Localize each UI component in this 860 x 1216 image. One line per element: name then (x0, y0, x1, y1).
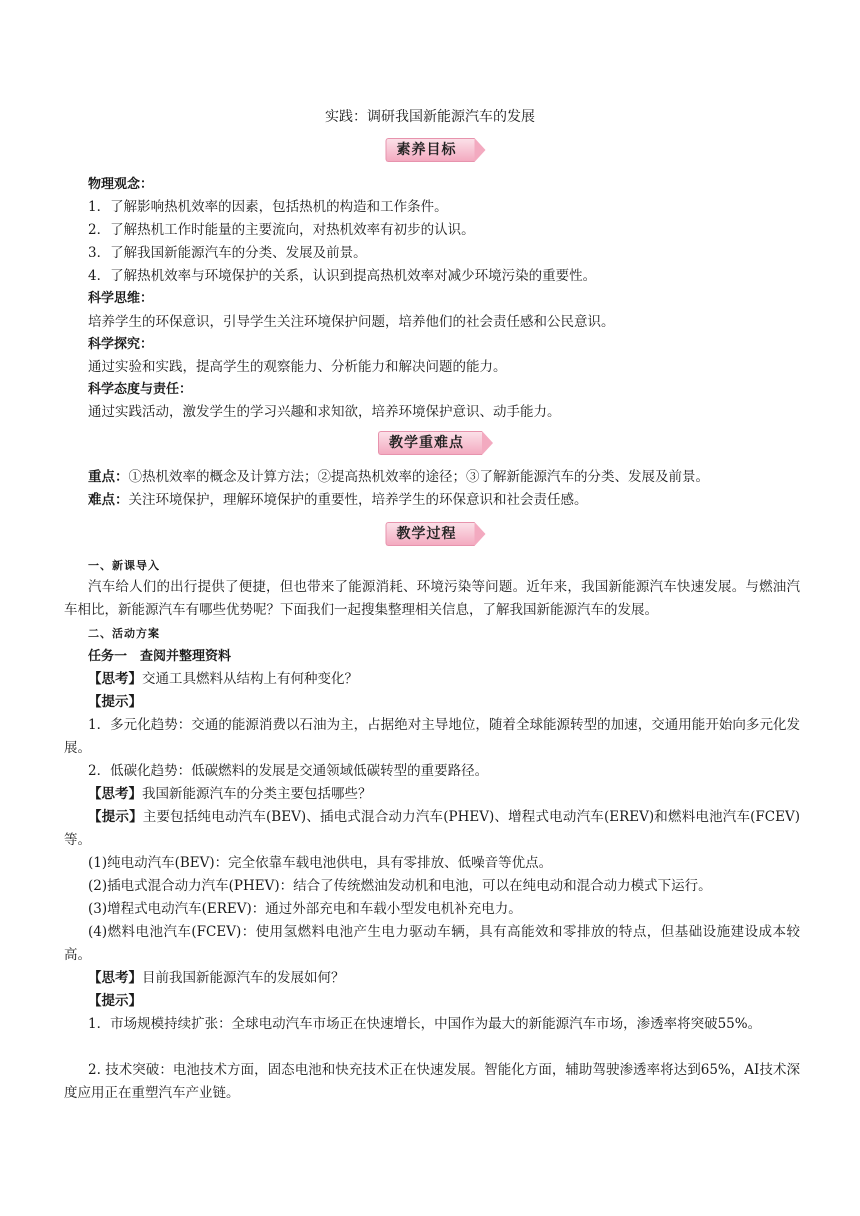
physics-item: 3．了解我国新能源汽车的分类、发展及前景。 (88, 245, 367, 261)
focus-text: ①热机效率的概念及计算方法；②提高热机效率的途径；③了解新能源汽车的分类、发展及前景。 (128, 469, 709, 485)
banner-process (386, 522, 475, 544)
page-title: 实践：调研我国新能源汽车的发展 (325, 109, 535, 125)
hint-label: 【提示】 (88, 993, 142, 1009)
inquiry-text: 通过实验和实践，提高学生的观察能力、分析能力和解决问题的能力。 (88, 359, 507, 375)
think-label: 【思考】 (88, 671, 142, 687)
section-heading-activity: 二、活动方案 (88, 627, 160, 640)
difficulty-line (88, 489, 808, 511)
inquiry-heading: 科学探究： (88, 337, 154, 352)
thinking-text: 培养学生的环保意识，引导学生关注环境保护问题，培养他们的社会责任感和公民意识。 (88, 314, 615, 330)
banner-goals (386, 138, 475, 160)
think-question: 交通工具燃料从结构上有何种变化？ (142, 671, 358, 687)
banner-key-points (378, 431, 482, 453)
think-line (88, 967, 808, 989)
think-question: 我国新能源汽车的分类主要包括哪些？ (142, 786, 372, 802)
hint-paragraph (64, 806, 800, 852)
physics-item: 2．了解热机工作时能量的主要流向，对热机效率有初步的认识。 (88, 222, 475, 238)
hint-text: 主要包括纯电动汽车(BEV)、插电式混合动力汽车(PHEV)、增程式电动汽车(EREV)和燃料电池汽车(FCEV)等。 (64, 809, 801, 848)
think-label: 【思考】 (88, 786, 142, 802)
physics-item: 4．了解热机效率与环境保护的关系，认识到提高热机效率对减少环境污染的重要性。 (88, 268, 597, 284)
hint-text: (1)纯电动汽车(BEV)：完全依靠车载电池供电，具有零排放、低噪音等优点。 (88, 855, 553, 871)
hint-text: 1．多元化趋势：交通的能源消费以石油为主，占据绝对主导地位，随着全球能源转型的加速，交通用能开始向多元化发展。 (64, 717, 800, 756)
physics-concept-heading: 物理观念： (88, 177, 154, 192)
hint-label: 【提示】 (88, 809, 143, 825)
difficulty-text: 关注环境保护，理解环境保护的重要性，培养学生的环保意识和社会责任感。 (128, 492, 588, 508)
hint-text: (2)插电式混合动力汽车(PHEV)：结合了传统燃油发动机和电池，可以在纯电动和混合动力模式下运行。 (88, 878, 712, 894)
banner-process-label: 教学过程 (386, 522, 475, 546)
banner-goals-label: 素养目标 (386, 138, 475, 162)
focus-line (88, 466, 808, 488)
hint-text: (3)增程式电动汽车(EREV)：通过外部充电和车载小型发电机补充电力。 (88, 901, 522, 917)
intro-paragraph: 汽车给人们的出行提供了便捷，但也带来了能源消耗、环境污染等问题。近年来，我国新能源汽车快速发展。与燃油汽车相比，新能源汽车有哪些优势呢？下面我们一起搜集整理相关信息，了解我国新能源汽车的发展。 (64, 579, 800, 618)
hint-text: (4)燃料电池汽车(FCEV)：使用氢燃料电池产生电力驱动车辆，具有高能效和零排放的特点，但基础设施建设成本较高。 (64, 924, 800, 963)
think-line (88, 668, 808, 690)
hint-text: 2. 技术突破：电池技术方面，固态电池和快充技术正在快速发展。智能化方面，辅助驾驶渗透率将达到65%，AI技术深度应用正在重塑汽车产业链。 (64, 1062, 800, 1101)
think-line (88, 783, 808, 805)
hint-text: 1．市场规模持续扩张：全球电动汽车市场正在快速增长，中国作为最大的新能源汽车市场，渗透率将突破55%。 (88, 1016, 762, 1032)
difficulty-label: 难点： (88, 492, 129, 508)
banner-key-points-label: 教学重难点 (378, 431, 482, 455)
attitude-text: 通过实践活动，激发学生的学习兴趣和求知欲，培养环境保护意识、动手能力。 (88, 404, 561, 420)
hint-text: 2．低碳化趋势：低碳燃料的发展是交通领域低碳转型的重要路径。 (88, 763, 489, 779)
thinking-heading: 科学思维： (88, 291, 154, 306)
attitude-heading: 科学态度与责任： (88, 382, 193, 397)
physics-item: 1．了解影响热机效率的因素，包括热机的构造和工作条件。 (88, 199, 448, 215)
section-heading-intro: 一、新课导入 (88, 559, 160, 572)
think-label: 【思考】 (88, 970, 142, 986)
think-question: 目前我国新能源汽车的发展如何？ (142, 970, 345, 986)
focus-label: 重点： (88, 469, 129, 485)
hint-label: 【提示】 (88, 694, 142, 710)
task-heading: 任务一 查阅并整理资料 (88, 649, 232, 664)
